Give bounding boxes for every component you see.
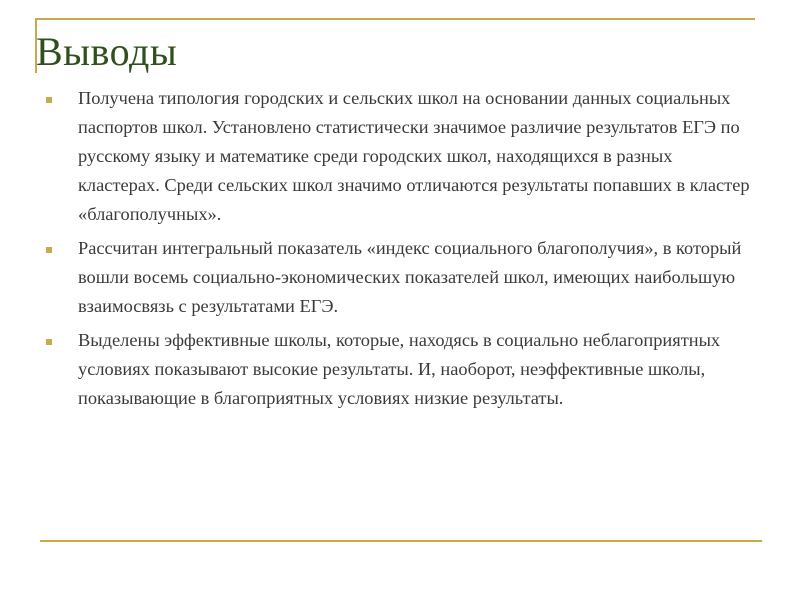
- bottom-border-line: [40, 540, 762, 542]
- bullet-item-typology: [46, 84, 754, 229]
- bullet-text: Получена типология городских и сельских школ на основании данных социальных паспортов школ. Установлено статистически значимое различие результатов ЕГЭ по русскому языку и математике среди городских школ, находящихся в разных кластерах. Среди сельских школ значимо отличаются результаты попавших в кластер «благополучных».: [78, 88, 750, 224]
- square-bullet-icon: [46, 97, 52, 103]
- square-bullet-icon: [46, 339, 52, 345]
- bullet-item-effective-schools: [46, 326, 754, 413]
- bullet-item-index: [46, 234, 754, 321]
- square-bullet-icon: [46, 247, 52, 253]
- bullet-list: [46, 84, 754, 418]
- bullet-text: Рассчитан интегральный показатель «индекс социального благополучия», в который вошли восемь социально-экономических показателей школ, имеющих наибольшую взаимосвязь с результатами ЕГЭ.: [78, 238, 742, 316]
- top-border-line: [35, 18, 755, 20]
- bullet-text: Выделены эффективные школы, которые, находясь в социально неблагоприятных условиях показывают высокие результаты. И, наоборот, неэффективные школы, показывающие в благоприятных условиях низкие результаты.: [78, 330, 721, 408]
- slide-title: Выводы: [36, 29, 178, 74]
